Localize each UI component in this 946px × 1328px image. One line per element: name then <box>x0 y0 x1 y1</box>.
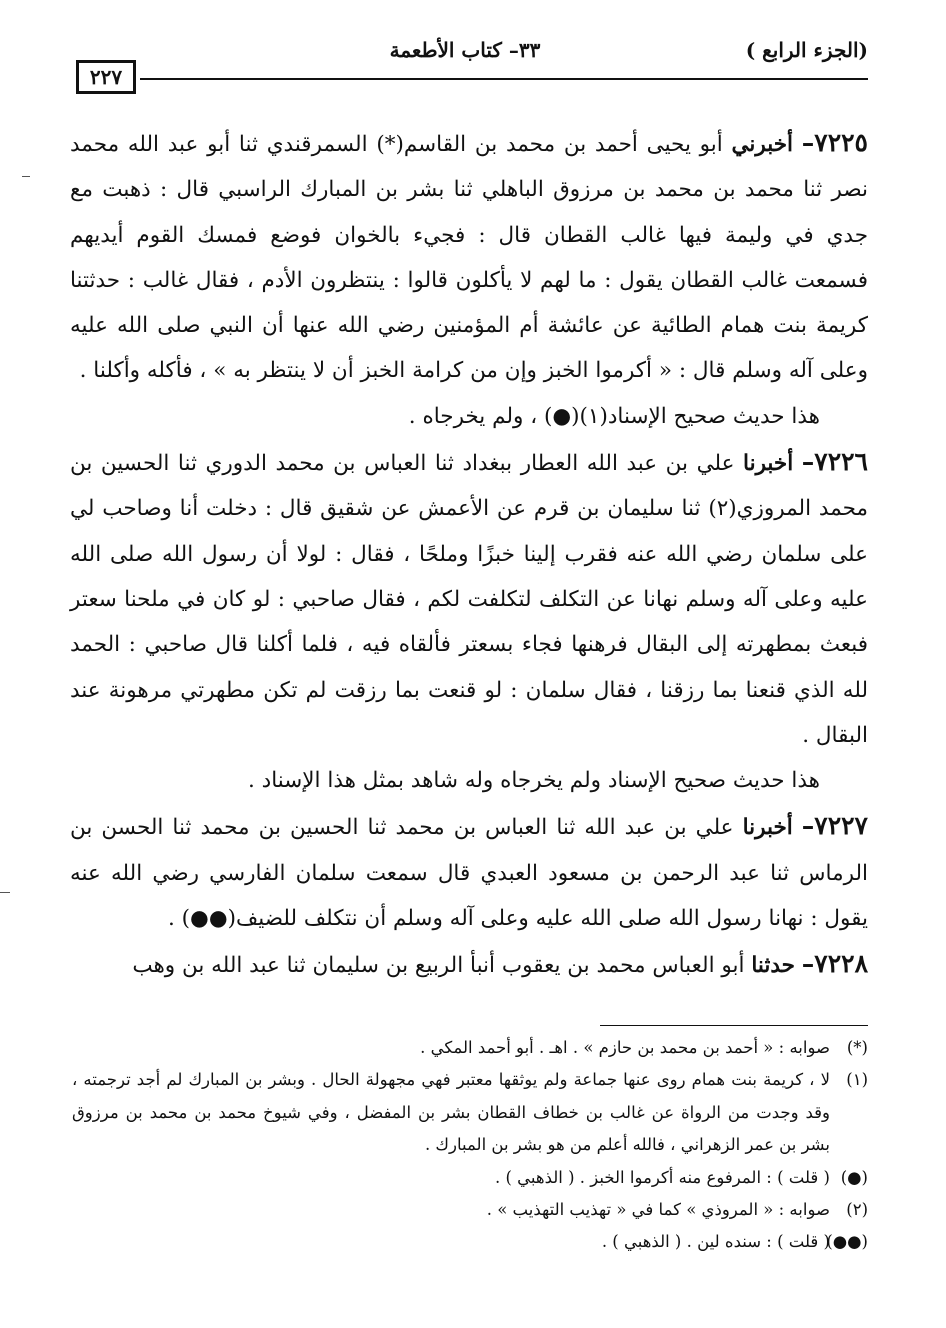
footnote-text: لا ، كريمة بنت همام روى عنها جماعة ولم يوثقها معتبر فهي مجهولة الحال . وبشر بن المبارك لم أجد ترجمته ، وقد وجدت من الرواة عن غالب بن خطاف القطان بشر بن المفضل ، وفي شيوخ محمد بن محمد بن مرزوق بشر بن عمر الزهراني ، فالله أعلم من هو بشر بن المبارك . <box>72 1070 830 1155</box>
hadith-lead-word: حدثنا <box>751 953 795 979</box>
volume-label: (الجزء الرابع ) <box>745 38 868 62</box>
running-title: ٣٣– كتاب الأطعمة <box>389 38 541 62</box>
footnote <box>72 1162 868 1194</box>
header-rule <box>140 78 868 80</box>
footnote-marker: (*) <box>846 1038 868 1057</box>
hadith-grade: هذا حديث صحيح الإسناد(١)(●) ، ولم يخرجاه . <box>408 403 820 429</box>
hadith-lead-word: أخبرني <box>731 132 794 157</box>
footnote-marker: (●●) <box>826 1232 868 1252</box>
hadith-7226 <box>70 439 868 758</box>
footnote <box>72 1032 868 1064</box>
hadith-lead-word: أخبرنا <box>742 815 793 841</box>
footnote-text: ( قلت ) : المرفوع منه أكرموا الخبز . ( الذهبي ) . <box>494 1167 830 1187</box>
footnote-text: صوابه : « المروذي » كما في « تهذيب التهذيب » . <box>486 1200 830 1220</box>
main-text <box>70 120 868 989</box>
hadith-text: علي بن عبد الله ثنا العباس بن محمد ثنا الحسين بن محمد ثنا الحسن بن الرماس ثنا عبد الرحمن بن مسعود العبدي قال سمعت سلمان الفارسي رضي الله عنه يقول : نهانا رسول الله صلى الله عليه وعلى آله وسلم أن نتكلف للضيف(●●) . <box>70 815 868 932</box>
margin-mark <box>0 892 10 893</box>
footnote <box>72 1226 868 1258</box>
hadith-lead-word: أخبرنا <box>743 451 794 477</box>
hadith-7228 <box>70 941 868 988</box>
hadith-7225 <box>70 120 868 394</box>
footnote-marker: (٢) <box>846 1200 868 1220</box>
hadith-7227 <box>70 803 868 941</box>
hadith-number: ٧٢٢٧– <box>801 811 868 841</box>
footnote <box>72 1194 868 1226</box>
hadith-grade: هذا حديث صحيح الإسناد ولم يخرجاه وله شاهد بمثل هذا الإسناد . <box>247 768 820 794</box>
footnote-text: ( قلت ) : سنده لين . ( الذهبي ) . <box>601 1232 830 1252</box>
footnote-marker: (●) <box>840 1167 868 1187</box>
hadith-text: علي بن عبد الله العطار ببغداد ثنا العباس بن محمد الدوري ثنا الحسين بن محمد المروزي(٢) ثنا سليمان بن قرم عن الأعمش عن شقيق قال : دخلت أنا وصاحب لي على سلمان رضي الله عنه فقرب إلينا خبزًا وملحًا ، فقال : لولا أن رسول الله صلى الله عليه وعلى آله وسلم نهانا عن التكلف لتكلفت لكم ، فقال صاحبي : لو كان في ملحنا سعتر فبعث بمطهرته إلى البقال فرهنها فجاء بسعتر فألقاه فيه ، فلما أكلنا قال صاحبي : الحمد لله الذي قنعنا بما رزقنا ، فقال سلمان : لو قنعت بما رزقت لم تكن مطهرتي مرهونة عند البقال . <box>70 451 868 748</box>
hadith-number: ٧٢٢٨– <box>801 949 868 979</box>
hadith-number: ٧٢٢٥– <box>801 128 868 157</box>
margin-mark <box>22 176 30 177</box>
footnote-text: صوابه : « أحمد بن محمد بن حازم » . اهـ . أبو أحمد المكي . <box>420 1038 830 1057</box>
footnote-separator <box>600 1025 868 1026</box>
hadith-number: ٧٢٢٦– <box>801 447 868 477</box>
hadith-text: أبو يحيى أحمد بن محمد بن القاسم(*) السمرقندي ثنا أبو عبد الله محمد نصر ثنا محمد بن محمد بن مرزوق الباهلي ثنا بشر بن المبارك الراسبي قال : ذهبت مع جدي في وليمة فيها غالب القطان قال : فجيء بالخوان فوضع فمسك القوم أيديهم فسمعت غالب القطان يقول : ما لهم لا يأكلون قالوا : ينتظرون الأدم ، فقال غالب : حدثتنا كريمة بنت همام الطائية عن عائشة أم المؤمنين رضي الله عنها أن النبي صلى الله عليه وعلى آله وسلم قال : « أكرموا الخبز وإن من كرامة الخبز أن لا ينتظر به » ، فأكله وأكلنا . <box>70 132 868 384</box>
footnotes <box>72 1032 868 1259</box>
page-number: ٢٢٧ <box>76 60 136 94</box>
hadith-text: أبو العباس محمد بن يعقوب أنبأ الربيع بن سليمان ثنا عبد الله بن وهب <box>132 953 745 979</box>
footnote <box>72 1064 868 1161</box>
footnote-marker: (١) <box>846 1070 868 1090</box>
